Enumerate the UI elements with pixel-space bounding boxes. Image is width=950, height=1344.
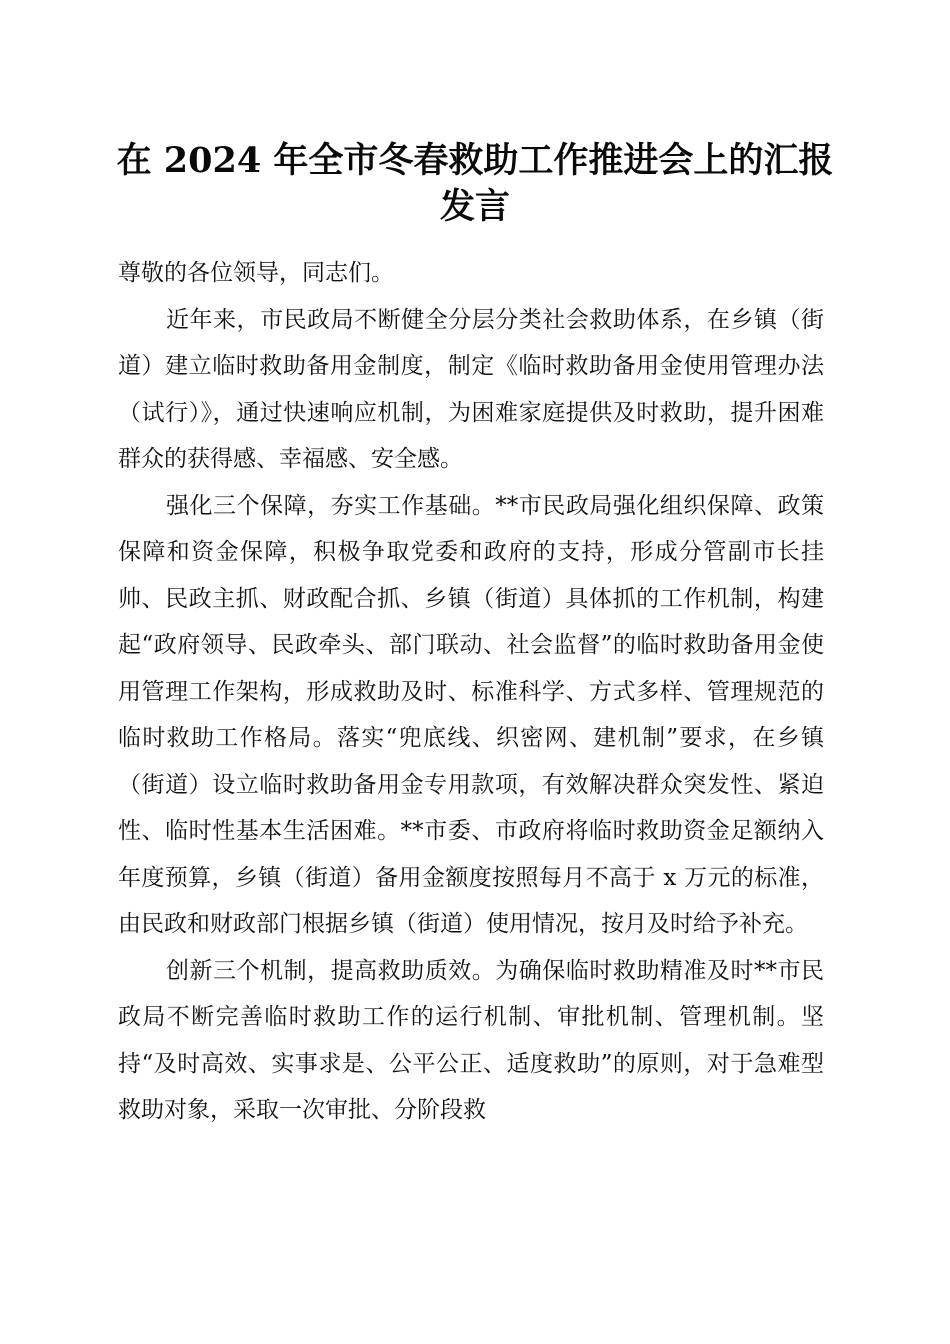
paragraph-mechanisms: 创新三个机制，提高救助质效。为确保临时救助精准及时**市民政局不断完善临时救助工作的运行机制、审批机制、管理机制。坚持“及时高效、实事求是、公平公正、适度救助”的原则，对于急难型救助对象，采取一次审批、分阶段救 (118, 957, 824, 1123)
title-line-1: 在 2024 年全市冬春救助工作推进会上的汇报 (116, 140, 834, 181)
greeting: 尊敬的各位领导，同志们。 (118, 260, 394, 286)
document-body (118, 250, 824, 1134)
paragraph-guarantees: 强化三个保障，夯实工作基础。**市民政局强化组织保障、政策保障和资金保障，积极争取党委和政府的支持，形成分管副市长挂帅、民政主抓、财政配合抓、乡镇（街道）具体抓的工作机制，构建起“政府领导、民政牵头、部门联动、社会监督”的临时救助备用金使用管理工作架构，形成救助及时、标准科学、方式多样、管理规范的临时救助工作格局。落实“兜底线、织密网、建机制”要求，在乡镇（街道）设立临时救助备用金专用款项，有效解决群众突发性、紧迫性、临时性基本生活困难。**市委、市政府将临时救助资金足额纳入年度预算，乡镇（街道）备用金额度按照每月不高于 x 万元的标准，由民政和财政部门根据乡镇（街道）使用情况，按月及时给予补充。 (118, 492, 824, 937)
document-title (100, 138, 850, 230)
paragraph-intro: 近年来，市民政局不断健全分层分类社会救助体系，在乡镇（街道）建立临时救助备用金制度，制定《临时救助备用金使用管理办法（试行）》，通过快速响应机制，为困难家庭提供及时救助，提升困难群众的获得感、幸福感、安全感。 (118, 306, 824, 472)
title-line-2: 发言 (439, 186, 510, 227)
